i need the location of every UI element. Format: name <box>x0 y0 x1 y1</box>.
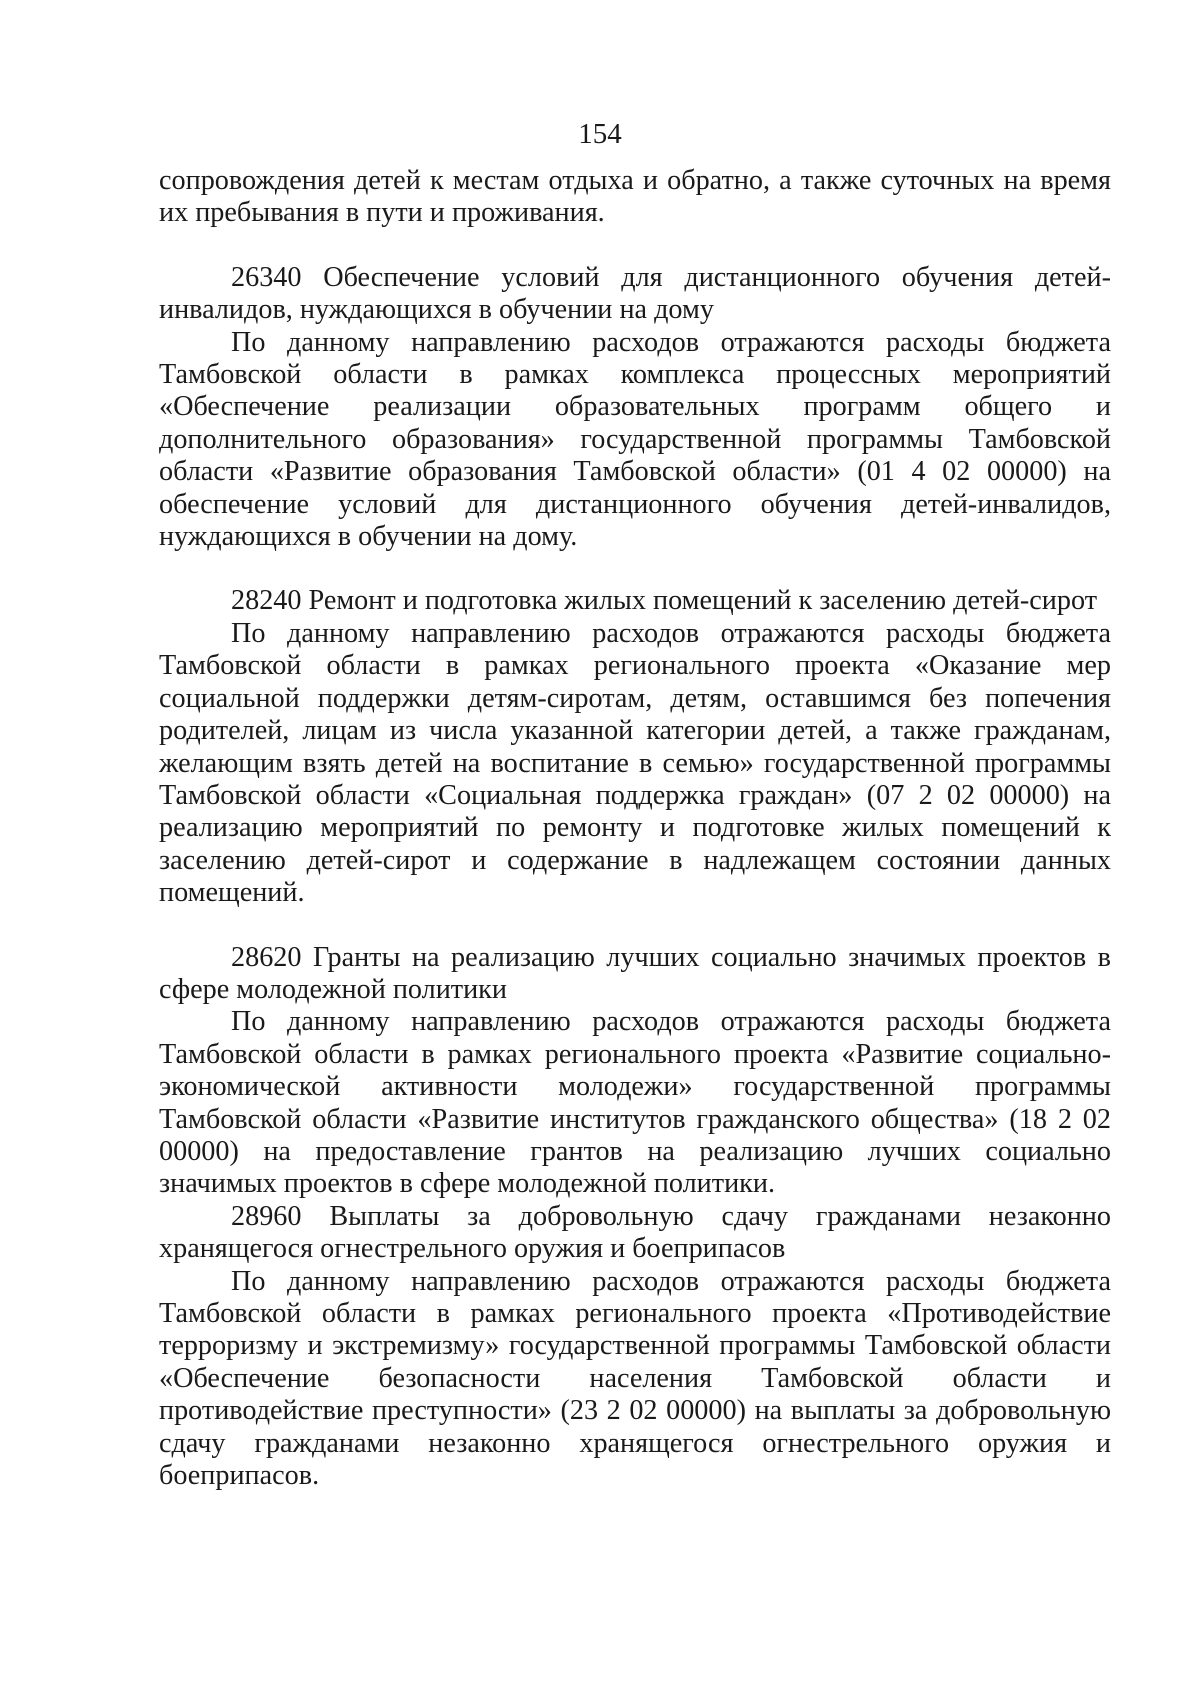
paragraph-gap <box>159 230 1111 262</box>
paragraph-gap <box>159 910 1111 942</box>
document-body <box>159 165 1111 1492</box>
section-body-26340: По данному направлению расходов отражаются расходы бюджета Тамбовской области в рамках комплекса процессных мероприятий «Обеспечение реализации образовательных программ общего и дополнительного образования» государственной программы Тамбовской области «Развитие образования Тамбовской области» (01 4 02 00000) на обеспечение условий для дистанционного обучения детей-инвалидов, нуждающихся в обучении на дому. <box>159 326 1111 553</box>
paragraph-gap <box>159 553 1111 585</box>
section-body-28960: По данному направлению расходов отражаются расходы бюджета Тамбовской области в рамках регионального проекта «Противодействие терроризму и экстремизму» государственной программы Тамбовской области «Обеспечение безопасности населения Тамбовской области и противодействие преступности» (23 2 02 00000) на выплаты за добровольную сдачу гражданами незаконно хранящегося огнестрельного оружия и боеприпасов. <box>159 1265 1111 1492</box>
page-number: 154 <box>578 118 622 150</box>
section-body-28620: По данному направлению расходов отражаются расходы бюджета Тамбовской области в рамках регионального проекта «Развитие социально-экономической активности молодежи» государственной программы Тамбовской области «Развитие институтов гражданского общества» (18 2 02 00000) на предоставление грантов на реализацию лучших социально значимых проектов в сфере молодежной политики. <box>159 1006 1111 1200</box>
section-heading-28240: 28240 Ремонт и подготовка жилых помещений к заселению детей-сирот <box>231 585 1098 617</box>
section-body-28240: По данному направлению расходов отражаются расходы бюджета Тамбовской области в рамках регионального проекта «Оказание мер социальной поддержки детям-сиротам, детям, оставшимся без попечения родителей, лицам из числа указанной категории детей, а также гражданам, желающим взять детей на воспитание в семью» государственной программы Тамбовской области «Социальная поддержка граждан» (07 2 02 00000) на реализацию мероприятий по ремонту и подготовке жилых помещений к заселению детей-сирот и содержание в надлежащем состоянии данных помещений. <box>159 617 1111 909</box>
continuation-paragraph: сопровождения детей к местам отдыха и обратно, а также суточных на время их пребывания в пути и проживания. <box>159 165 1111 229</box>
section-heading-28620: 28620 Гранты на реализацию лучших социально значимых проектов в сфере молодежной политики <box>159 941 1111 1005</box>
section-heading-26340: 26340 Обеспечение условий для дистанционного обучения детей-инвалидов, нуждающихся в обучении на дому <box>159 261 1111 326</box>
section-heading-28960: 28960 Выплаты за добровольную сдачу гражданами незаконно хранящегося огнестрельного оружия и боеприпасов <box>159 1200 1111 1265</box>
